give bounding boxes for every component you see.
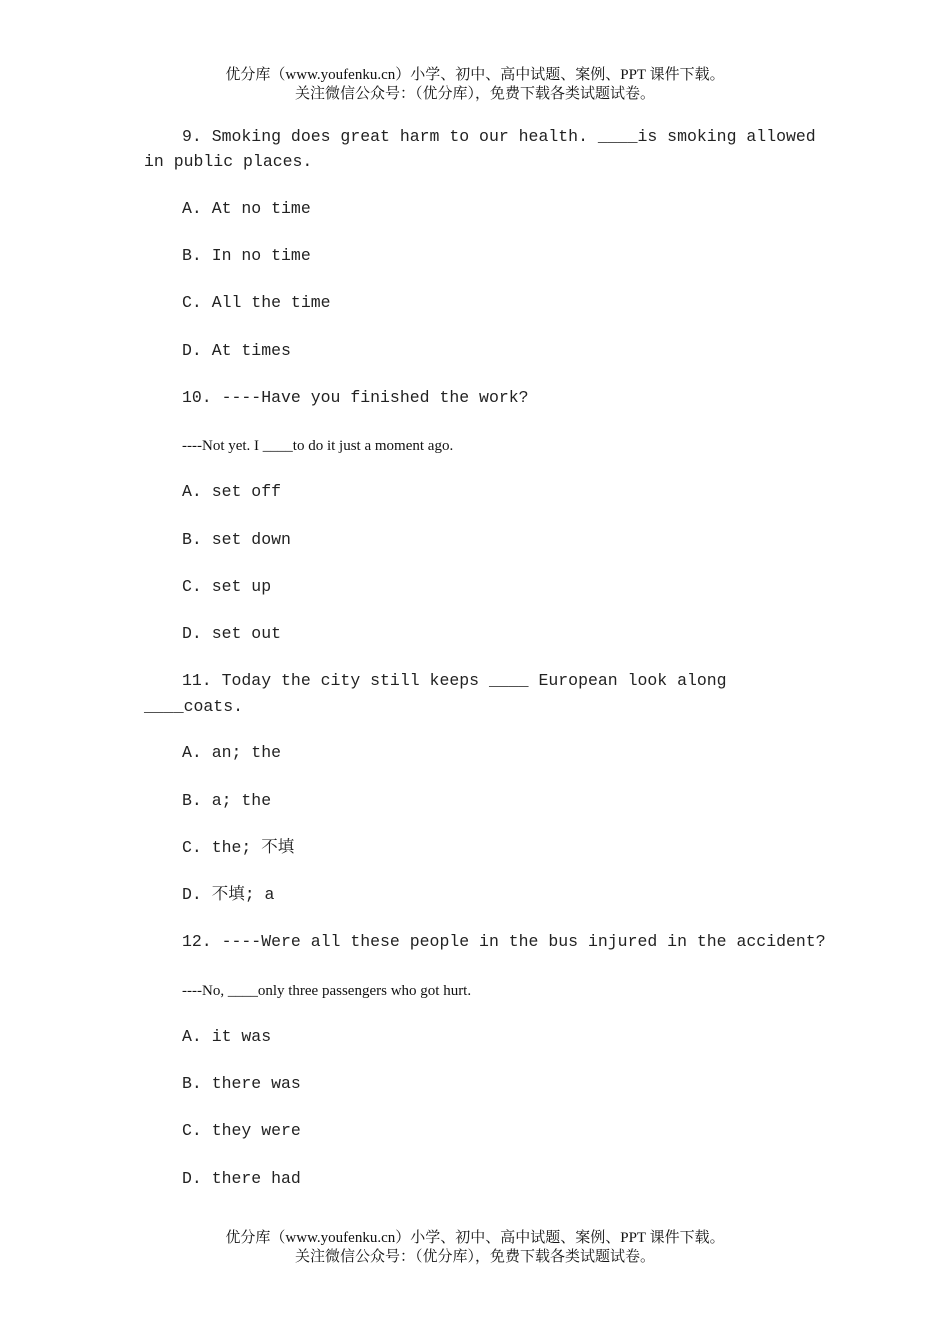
q9-stem-line-2: in public places. <box>144 152 313 171</box>
q11-option-d: D. 不填; a <box>182 885 275 904</box>
q12-stem-line-1: 12. ----Were all these people in the bus injured in the accident? <box>182 932 826 951</box>
footer-line-1: 优分库（www.youfenku.cn）小学、初中、高中试题、案例、PPT 课件下载。 <box>225 1230 725 1246</box>
q11-option-a: A. an; the <box>182 743 282 762</box>
q10-stem-line-2: ----Not yet. I ____to do it just a moment ago. <box>182 438 454 454</box>
header-line-1: 优分库（www.youfenku.cn）小学、初中、高中试题、案例、PPT 课件下载。 <box>225 67 725 83</box>
page-footer <box>0 1229 950 1267</box>
q11-option-b: B. a; the <box>182 791 272 810</box>
q11-option-c: C. the; 不填 <box>182 838 295 857</box>
q9-option-d: D. At times <box>182 341 291 360</box>
q9-option-b: B. In no time <box>182 246 311 265</box>
q10-option-a: A. set off <box>182 482 282 501</box>
q12-option-d: D. there had <box>182 1169 301 1188</box>
q12-option-a: A. it was <box>182 1027 272 1046</box>
q10-option-b: B. set down <box>182 530 291 549</box>
q12-option-c: C. they were <box>182 1121 301 1140</box>
q9-option-a: A. At no time <box>182 199 311 218</box>
footer-line-2: 关注微信公众号：（优分库），免费下载各类试题试卷。 <box>294 1249 655 1265</box>
q11-stem-line-1: 11. Today the city still keeps ____ European look along <box>182 671 727 690</box>
q11-stem-line-2: ____coats. <box>144 697 244 716</box>
q9-option-c: C. All the time <box>182 293 331 312</box>
q12-option-b: B. there was <box>182 1074 301 1093</box>
q10-stem-line-1: 10. ----Have you finished the work? <box>182 388 529 407</box>
header-line-2: 关注微信公众号：（优分库），免费下载各类试题试卷。 <box>294 86 655 102</box>
q10-option-c: C. set up <box>182 577 272 596</box>
page-header <box>0 66 950 104</box>
q10-option-d: D. set out <box>182 624 282 643</box>
q9-stem-line-1: 9. Smoking does great harm to our health. ____is smoking allowed <box>182 127 816 146</box>
q12-stem-line-2: ----No, ____only three passengers who got hurt. <box>182 983 472 999</box>
